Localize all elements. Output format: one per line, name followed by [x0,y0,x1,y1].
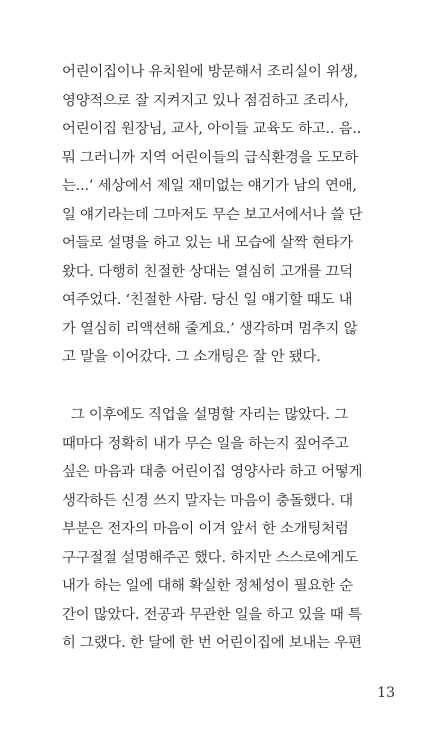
page-number: 13 [377,685,395,701]
text-line: 여주었다. ‘친절한 사람. 당신 일 얘기할 때도 내 [62,292,353,308]
text-line: 구구절절 설명해주곤 했다. 하지만 스스로에게도 [62,549,358,566]
paragraph-2 [62,401,392,658]
text-line: 간이 많았다. 전공과 무관한 일을 하고 있을 때 특 [62,606,362,623]
text-line: 때마다 정확히 내가 무슨 일을 하는지 짚어주고 [62,435,349,452]
text-line: 싶은 마음과 대충 어린이집 영양사라 하고 어떻게 [62,464,363,480]
text-line: 고 말을 이어갔다. 그 소개팅은 잘 안 됐다. [62,349,321,365]
text-line: 는...’ 세상에서 제일 재미없는 얘기가 남의 연애, [62,178,357,194]
text-line: 내가 하는 일에 대해 확실한 정체성이 필요한 순 [62,578,353,594]
paragraph-1 [62,58,392,372]
text-line: 어들로 설명을 하고 있는 내 모습에 살짝 현타가 [62,235,353,251]
text-line: 어린이집이나 유치원에 방문해서 조리실이 위생, [62,64,358,80]
text-line: 가 열심히 리액션해 줄게요.’ 생각하며 멈추지 않 [62,320,358,337]
text-line: 영양적으로 잘 지켜지고 있나 점검하고 조리사, [62,92,349,109]
text-line: 일 얘기라는데 그마저도 무슨 보고서에서나 쓸 단 [62,206,363,223]
text-line: 뭐 그러니까 지역 어린이들의 급식환경을 도모하 [62,149,358,166]
text-line: 어린이집 원장님, 교사, 아이들 교육도 하고.. 음.. [62,121,362,137]
text-line: 그 이후에도 직업을 설명할 자리는 많았다. 그 [62,407,348,423]
text-line: 왔다. 다행히 친절한 상대는 열심히 고개를 끄덕 [62,263,353,280]
text-line: 히 그랬다. 한 달에 한 번 어린이집에 보내는 우편 [62,635,362,651]
text-line: 생각하든 신경 쓰지 말자는 마음이 충돌했다. 대 [62,492,353,509]
text-line: 부분은 전자의 마음이 이겨 앞서 한 소개팅처럼 [62,521,349,537]
